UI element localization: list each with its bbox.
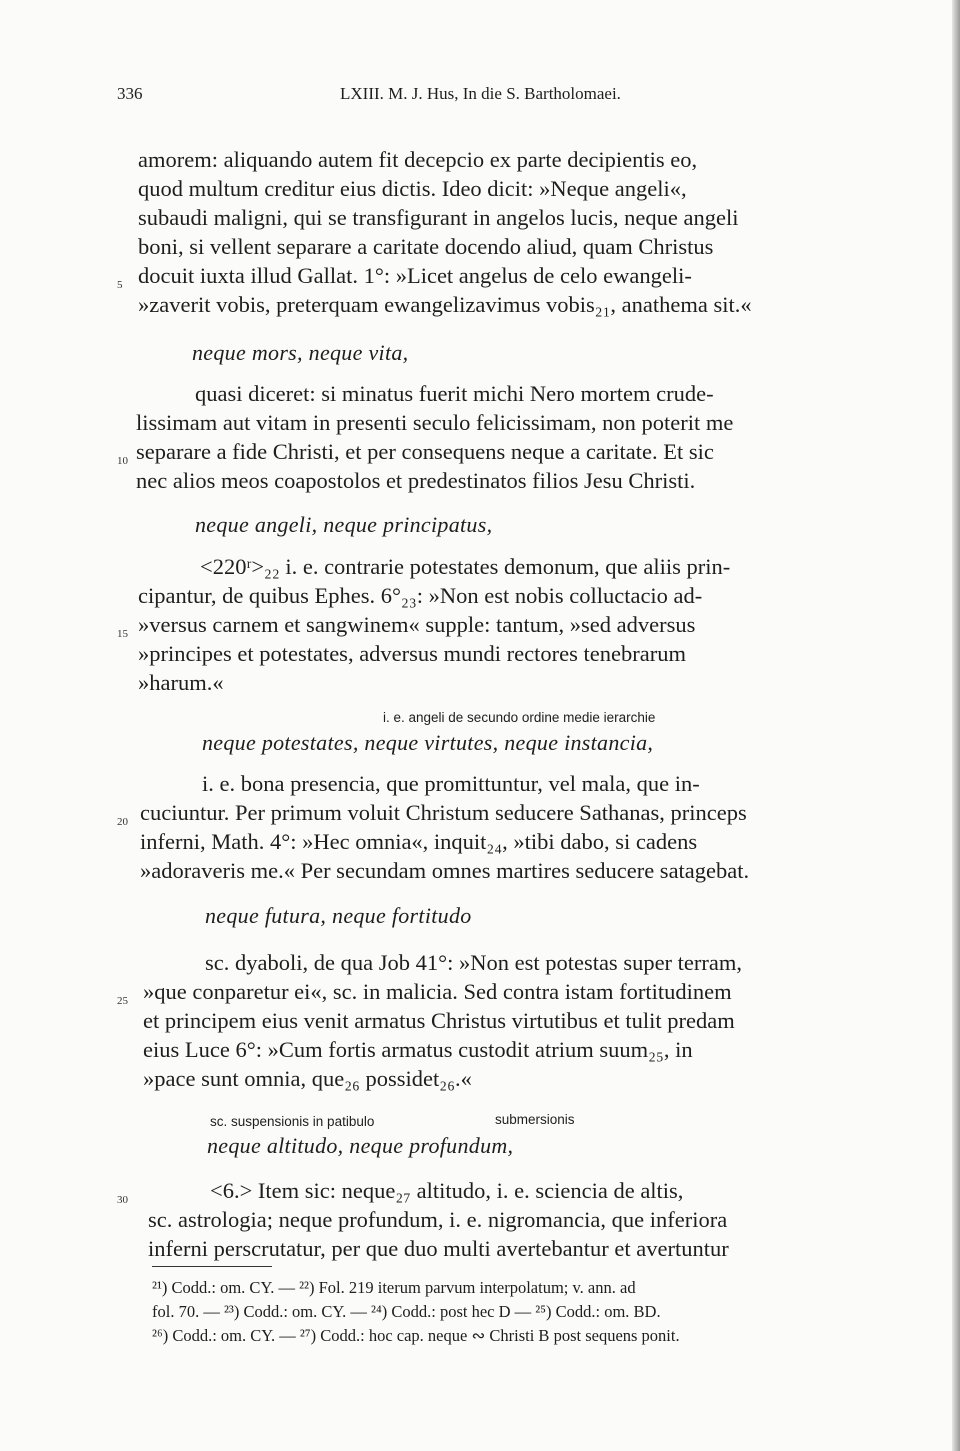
text-line: sc. astrologia; neque profundum, i. e. nigromancia, que inferiora <box>148 1207 728 1232</box>
line-number: 20 <box>117 816 128 828</box>
running-title: LXIII. M. J. Hus, In die S. Bartholomaei. <box>340 84 621 103</box>
text-line: boni, si vellent separare a caritate docendo aliud, quam Christus <box>138 234 714 259</box>
line-number: 25 <box>117 995 128 1007</box>
text-line: lissimam aut vitam in presenti seculo felicissimam, non poterit me <box>136 410 734 435</box>
text-line: cipantur, de quibus Ephes. 6°₂₃: »Non est nobis colluctacio ad- <box>138 583 703 608</box>
lemma: neque altitudo, neque profundum, <box>207 1133 514 1158</box>
text-line: 15 »versus carnem et sangwinem« supple: tantum, »sed adversus <box>0 612 960 638</box>
text-line: inferni perscrutatur, per que duo multi avertebantur et avertuntur <box>148 1236 729 1261</box>
line-number: 5 <box>117 279 123 291</box>
interlinear-gloss: i. e. angeli de secundo ordine medie ierarchie <box>383 710 656 725</box>
text-line: i. e. bona presencia, que promittuntur, vel mala, que in- <box>202 771 700 796</box>
text-line: quod multum creditur eius dictis. Ideo dicit: »Neque angeli«, <box>138 176 687 201</box>
text-line: <220ʳ>₂₂ i. e. contrarie potestates demonum, que aliis prin- <box>200 554 731 579</box>
line-number: 10 <box>117 455 128 467</box>
text-line: sc. dyaboli, de qua Job 41°: »Non est potestas super terram, <box>205 950 743 975</box>
interlinear-gloss: submersionis <box>495 1112 575 1127</box>
text-line: 5 docuit iuxta illud Gallat. 1°: »Licet angelus de celo ewangeli- <box>0 263 960 289</box>
text-line: »pace sunt omnia, que₂₆ possidet₂₆.« <box>143 1066 472 1091</box>
lemma: neque mors, neque vita, <box>192 340 409 365</box>
footnote-line: fol. 70. — ²³) Codd.: om. CY. — ²⁴) Codd.: post hec D — ²⁵) Codd.: om. BD. <box>152 1302 661 1321</box>
text-line: »adoraveris me.« Per secundam omnes martires seducere satagebat. <box>140 858 750 883</box>
text-line: nec alios meos coapostolos et predestinatos filios Jesu Christi. <box>136 468 696 493</box>
text-line: quasi diceret: si minatus fuerit michi Nero mortem crude- <box>195 381 714 406</box>
lemma: neque futura, neque fortitudo <box>205 903 472 928</box>
lemma: neque potestates, neque virtutes, neque instancia, <box>202 730 654 755</box>
footnote-line: ²⁶) Codd.: om. CY. — ²⁷) Codd.: hoc cap. neque ∾ Christi B post sequens ponit. <box>152 1326 680 1345</box>
text-line: »zaverit vobis, preterquam ewangelizavimus vobis₂₁, anathema sit.« <box>138 292 752 317</box>
text-line: »harum.« <box>138 670 224 695</box>
text-line: subaudi maligni, qui se transfigurant in angelos lucis, neque angeli <box>138 205 739 230</box>
text-line: eius Luce 6°: »Cum fortis armatus custodit atrium suum₂₅, in <box>143 1037 693 1062</box>
text-line: 30 <6.> Item sic: neque₂₇ altitudo, i. e. sciencia de altis, <box>0 1178 960 1204</box>
text-line: 25 »que conparetur ei«, sc. in malicia. Sed contra istam fortitudinem <box>0 979 960 1005</box>
footnote-separator <box>152 1266 272 1267</box>
text-line: »principes et potestates, adversus mundi rectores tenebrarum <box>138 641 686 666</box>
text-line: et principem eius venit armatus Christus virtutibus et tulit predam <box>143 1008 735 1033</box>
lemma: neque angeli, neque principatus, <box>195 512 493 537</box>
text-line: 10 separare a fide Christi, et per consequens neque a caritate. Et sic <box>0 439 960 465</box>
page-number: 336 <box>117 84 143 103</box>
footnote-line: ²¹) Codd.: om. CY. — ²²) Fol. 219 iterum parvum interpolatum; v. ann. ad <box>152 1278 636 1297</box>
line-number: 15 <box>117 628 128 640</box>
text-line: 20 cuciuntur. Per primum voluit Christum seducere Sathanas, princeps <box>0 800 960 826</box>
text-line: inferni, Math. 4°: »Hec omnia«, inquit₂₄, »tibi dabo, si cadens <box>140 829 698 854</box>
line-number: 30 <box>117 1194 128 1206</box>
interlinear-gloss: sc. suspensionis in patibulo <box>210 1114 375 1129</box>
text-line: amorem: aliquando autem fit decepcio ex parte decipientis eo, <box>138 147 698 172</box>
